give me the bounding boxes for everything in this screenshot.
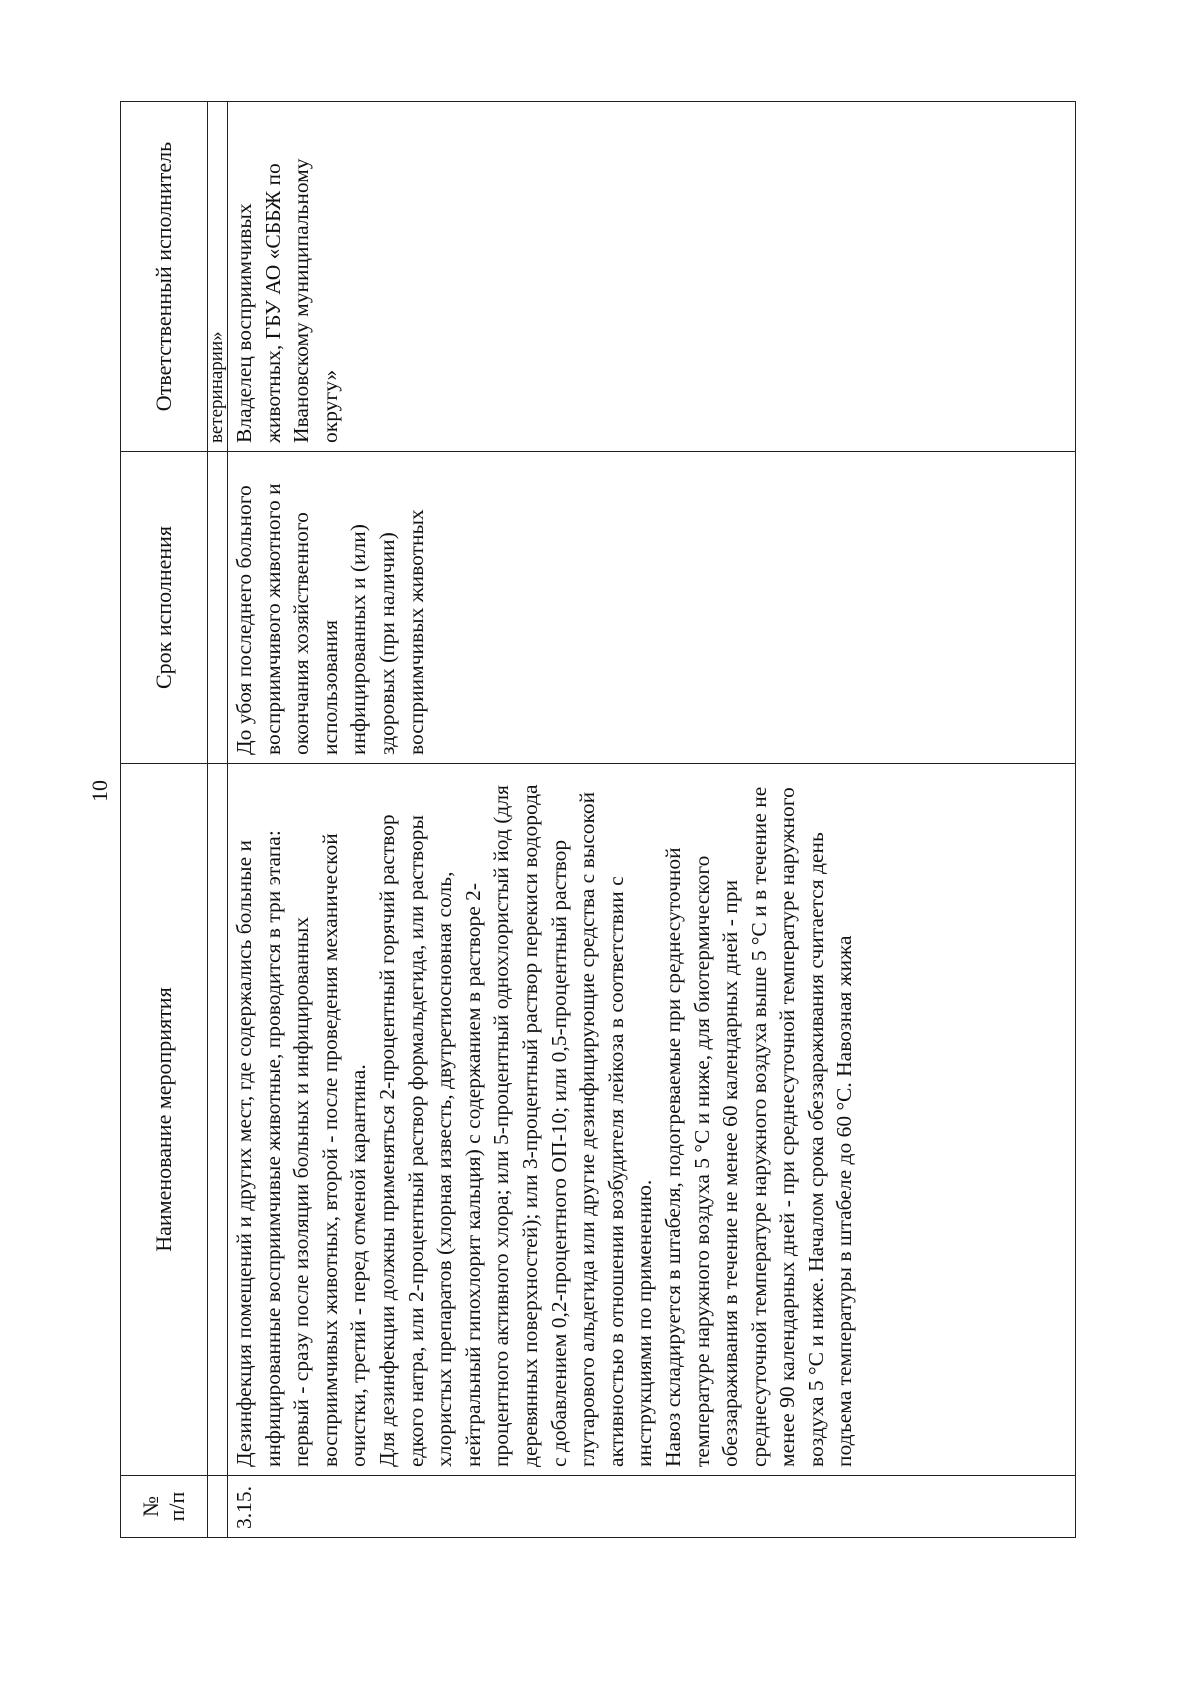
continuation-num-cell [208,1476,228,1538]
row-measure-name [228,764,1076,1476]
row-term: До убоя последнего больного восприимчивого животного и окончания хозяйственного использования инфицированных и (или) здоровых (при наличии) восприимчивых животных [228,452,1076,764]
measure-paragraph-2: Для дезинфекции должны применяться 2-процентный горячий раствор едкого натра, или 2-процентный раствор формальдегида, или растворы хлористых препаратов (хлорная известь, двутретиосновная соль, нейтральный гипохлорит кальция) с содержанием в растворе 2-процентного активного хлора; или 5-процентный однохлористый йод (для деревянных поверхностей); или 3-процентный раствор перекиси водорода с добавлением 0,2-процентного ОП-10; или 0,5-процентный раствор глутарового альдегида или другие дезинфицирующие средства с высокой активностью в отношении возбудителя лейкоза в соответствии с инструкциями по применению. [374,784,657,1467]
page-number: 10 [87,780,112,802]
table-row [228,102,1076,1538]
measures-table [120,101,1076,1538]
header-num: № п/п [121,1476,208,1538]
row-number: 3.15. [228,1476,1076,1538]
measure-paragraph-3: Навоз складируется в штабеля, подогреваемые при среднесуточной температуре наружного воздуха 5 °С и ниже, для биотермического обеззараживания в течение не менее 60 календарных дней - при среднесуточной температуре наружного воздуха выше 5 °С и в течение не менее 90 календарных дней - при среднесуточной температуре наружного воздуха 5 °С и ниже. Началом срока обеззараживания считается день подъема температуры в штабеле до 60 °С. Навозная жижа [660,786,857,1467]
header-responsible: Ответственный исполнитель [121,102,208,452]
row-responsible: Владелец восприимчивых животных, ГБУ АО «СББЖ по Ивановскому муниципальному округу» [228,102,1076,452]
measure-paragraph-1: Дезинфекция помещений и других мест, где содержались больные и инфицированные восприимчивые животные, проводится в три этапа: первый - сразу после изоляции больных и инфицированных восприимчивых животных, второй - после проведения механической очистки, третий - перед отменой карантина. [232,830,371,1467]
table-header-row [121,102,208,1538]
continuation-row [208,102,228,1538]
header-term: Срок исполнения [121,452,208,764]
rotated-page-content [120,102,1100,1538]
header-name: Наименование мероприятия [121,764,208,1476]
continuation-responsible-cell: ветеринарии» [208,102,228,452]
continuation-term-cell [208,452,228,764]
continuation-name-cell [208,764,228,1476]
